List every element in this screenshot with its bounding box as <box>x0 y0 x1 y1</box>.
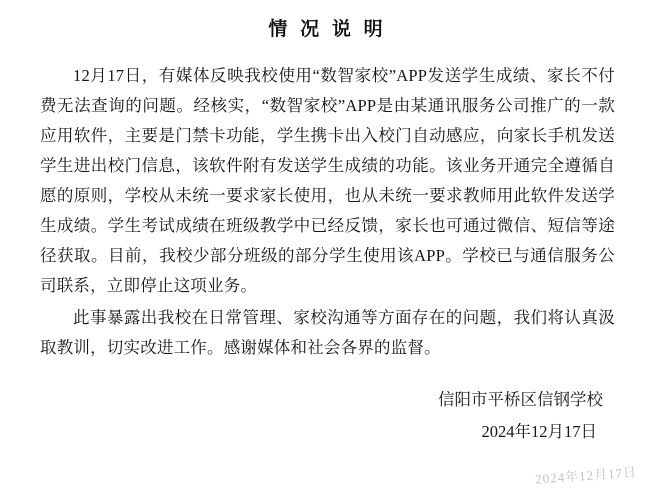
signature-organization: 信阳市平桥区信钢学校 <box>438 390 603 410</box>
document-body <box>40 61 615 363</box>
document-page <box>0 14 655 488</box>
signature-date: 2024年12月17日 <box>481 421 597 441</box>
page-title: 情 况 说 明 <box>268 19 387 40</box>
paragraph: 此事暴露出我校在日常管理、家校沟通等方面存在的问题，我们将认真汲取教训，切实改进工作。感谢媒体和社会各界的监督。 <box>40 308 615 358</box>
paragraph: 12月17日，有媒体反映我校使用“数智家校”APP发送学生成绩、家长不付费无法查询的问题。经核实，“数智家校”APP是由某通讯服务公司推广的一款应用软件，主要是门禁卡功能，学生携卡出入校门自动感应，向家长手机发送学生进出校门信息，该软件附有发送学生成绩的功能。该业务开通完全遵循自愿的原则，学校从未统一要求家长使用，也从未统一要求教师用此软件发送学生成绩。学生考试成绩在班级教学中已经反馈，家长也可通过微信、短信等途径获取。目前，我校少部分班级的部分学生使用该APP。学校已与通信服务公司联系，立即停止这项业务。 <box>40 66 615 296</box>
watermark-text: 2024年12月17日 <box>534 464 638 487</box>
signature-block <box>40 385 615 446</box>
